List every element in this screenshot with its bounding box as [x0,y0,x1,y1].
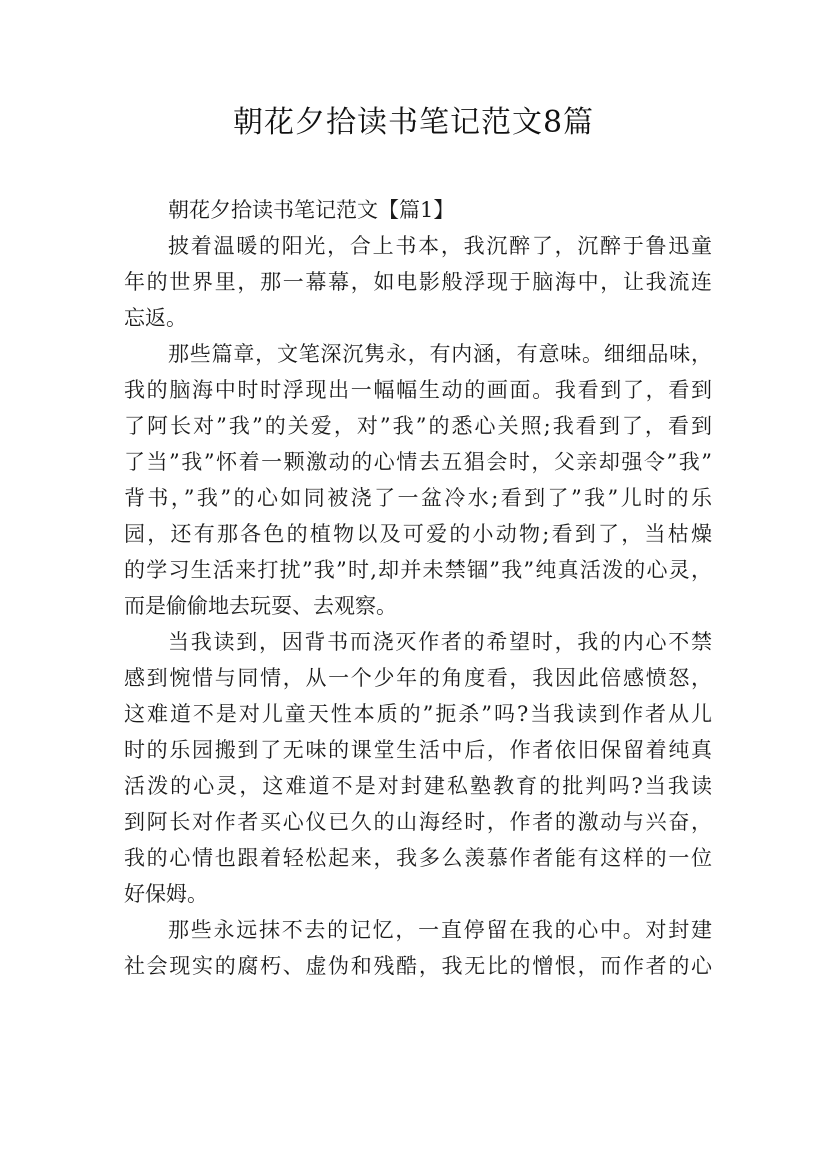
paragraph-line: 感到惋惜与同情，从一个少年的角度看，我因此倍感愤怒， [124,666,712,690]
paragraph-line: 我的脑海中时时浮现出一幅幅生动的画面。我看到了，看到 [124,378,712,402]
paragraph-line: 忘返。 [124,306,187,330]
paragraph-line: 了阿长对”我”的关爱，对”我”的悉心关照;我看到了，看到 [124,414,712,438]
document-title: 朝花夕拾读书笔记范文8篇 [232,105,595,140]
paragraph-line: 当我读到，因背书而浇灭作者的希望时，我的内心不禁 [168,630,712,654]
paragraph-line: 那些永远抹不去的记忆，一直停留在我的心中。对封建 [168,918,712,942]
section-heading: 朝花夕拾读书笔记范文【篇1】 [168,198,455,222]
paragraph-4 [124,912,712,984]
paragraph-line: 我的心情也跟着轻松起来，我多么羡慕作者能有这样的一位 [124,846,712,870]
paragraph-line: 披着温暖的阳光，合上书本，我沉醉了，沉醉于鲁迅童 [168,234,712,258]
paragraph-line: 的学习生活来打扰”我”时,却并未禁锢”我”纯真活泼的心灵， [124,558,712,582]
paragraph-line: 好保姆。 [124,882,208,906]
paragraph-1 [124,228,712,336]
paragraph-line: 那些篇章，文笔深沉隽永，有内涵，有意味。细细品味， [168,342,712,366]
document-body [124,192,712,984]
paragraph-3 [124,624,712,912]
paragraph-line: 时的乐园搬到了无味的课堂生活中后，作者依旧保留着纯真 [124,738,712,762]
paragraph-line: 到阿长对作者买心仪已久的山海经时，作者的激动与兴奋， [124,810,712,834]
paragraph-line: 园，还有那各色的植物以及可爱的小动物;看到了，当枯燥 [124,522,712,546]
paragraph-line: 这难道不是对儿童天性本质的”扼杀”吗?当我读到作者从儿 [124,702,712,726]
paragraph-line: 背书，”我”的心如同被浇了一盆冷水;看到了”我”儿时的乐 [124,486,712,510]
paragraph-line: 社会现实的腐朽、虚伪和残酷，我无比的憎恨，而作者的心 [124,954,712,978]
paragraph-line: 了当”我”怀着一颗激动的心情去五猖会时，父亲却强令”我” [124,450,712,474]
paragraph-line: 而是偷偷地去玩耍、去观察。 [124,594,397,618]
paragraph-line: 活泼的心灵，这难道不是对封建私塾教育的批判吗?当我读 [124,774,712,798]
paragraph-2 [124,336,712,624]
paragraph-line: 年的世界里，那一幕幕，如电影般浮现于脑海中，让我流连 [124,270,712,294]
